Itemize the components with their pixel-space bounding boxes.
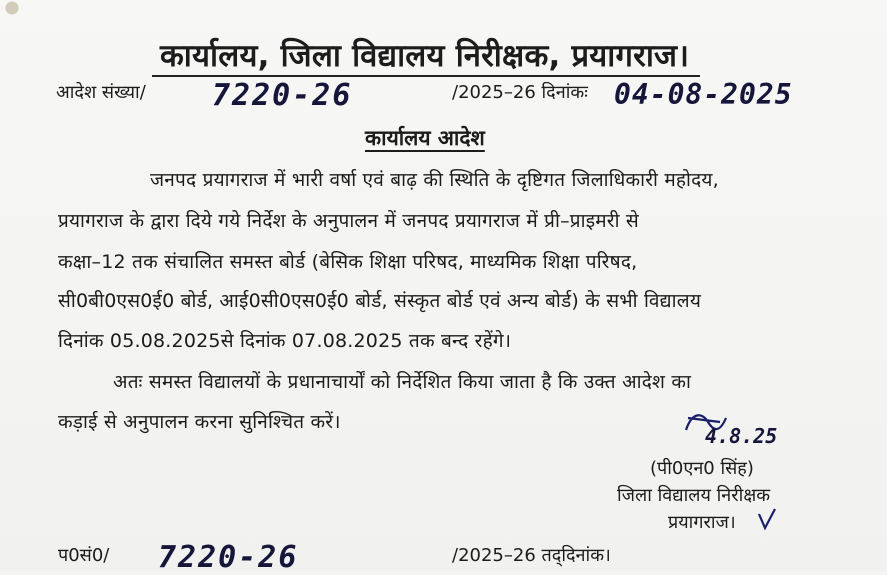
body-line: अतः समस्त विद्यालयों के प्रधानाचार्यों को निर्देशित किया जाता है कि उक्त आदेश का — [113, 371, 692, 393]
signatory-name: (पी0एन0 सिंह) — [650, 458, 754, 479]
tick-mark — [756, 506, 778, 532]
order-heading: कार्यालय आदेश — [365, 126, 485, 150]
order-date-handwritten: 04-08-2025 — [614, 78, 793, 111]
reference-label: प0सं0/ — [58, 545, 110, 566]
reference-number-handwritten: 7220-26 — [158, 540, 299, 575]
body-line: सी0बी0एस0ई0 बोर्ड, आई0सी0एस0ई0 बोर्ड, संस्कृत बोर्ड एवं अन्य बोर्ड) के सभी विद्यालय — [58, 290, 702, 312]
signatory-designation: जिला विद्यालय निरीक्षक — [617, 485, 771, 506]
corner-mark — [0, 0, 40, 40]
body-line: जनपद प्रयागराज में भारी वर्षा एवं बाढ़ की स्थिति के दृष्टिगत जिलाधिकारी महोदय, — [150, 169, 719, 191]
office-title: कार्यालय, जिला विद्यालय निरीक्षक, प्रयागराज। — [160, 38, 690, 74]
order-year-date-label: /2025–26 दिनांकः — [452, 82, 588, 103]
reference-year-label: /2025–26 तद्‌दिनांक। — [452, 545, 611, 566]
signature-date-handwritten: 4.8.25 — [705, 424, 778, 448]
signatory-place: प्रयागराज। — [668, 512, 736, 533]
body-line: प्रयागराज के द्वारा दिये गये निर्देश के अनुपालन में जनपद प्रयागराज में प्री–प्राइमरी से — [58, 210, 639, 232]
order-number-label: आदेश संख्या/ — [56, 82, 146, 103]
body-line: कक्षा–12 तक संचालित समस्त बोर्ड (बेसिक शिक्षा परिषद, माध्यमिक शिक्षा परिषद, — [58, 251, 638, 273]
title-underline — [152, 75, 700, 77]
body-line: दिनांक 05.08.2025से दिनांक 07.08.2025 तक बन्द रहेंगे। — [58, 330, 512, 352]
order-number-handwritten: 7220-26 — [212, 78, 353, 113]
body-line: कड़ाई से अनुपालन करना सुनिश्चित करें। — [58, 411, 341, 433]
